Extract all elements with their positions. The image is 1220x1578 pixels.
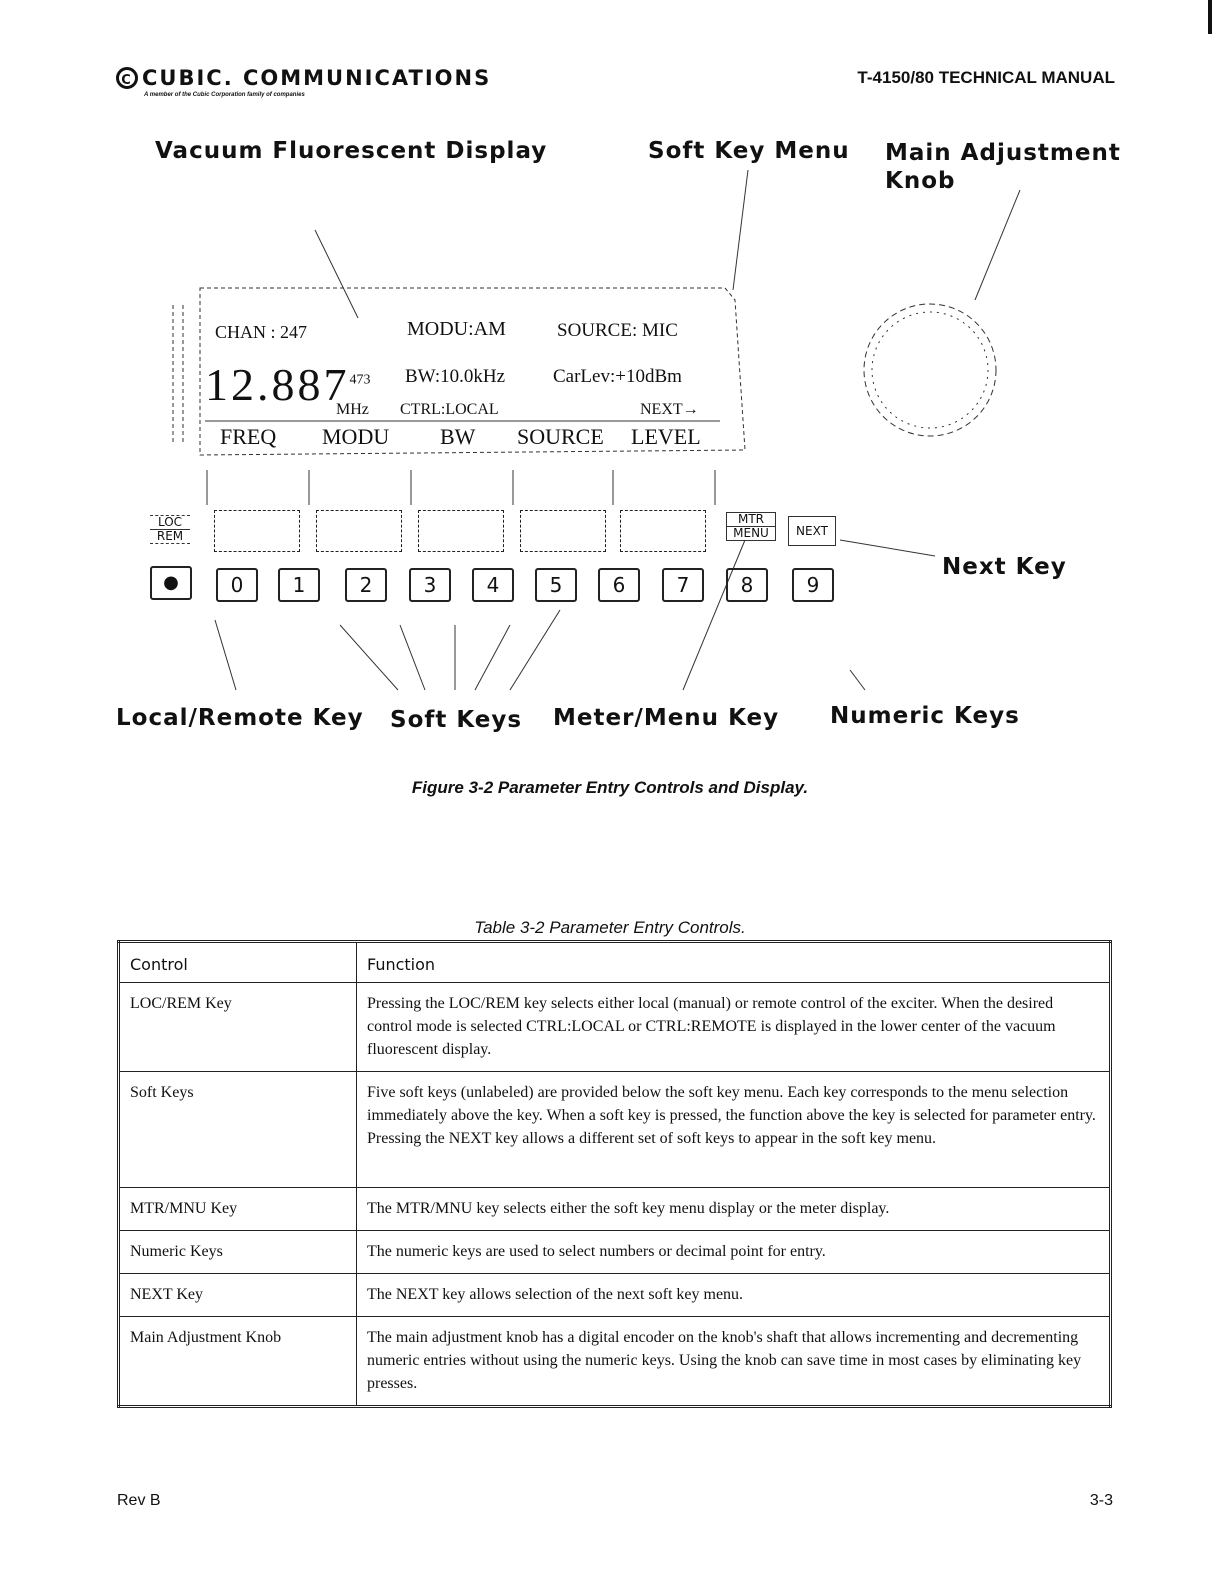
function-cell: Pressing the LOC/REM key selects either local (manual) or remote control of the exciter. When the desired control mode is selected CTRL:LOCAL or CTRL:REMOTE is displayed in the lower center of the vacuum fluorescent display. <box>357 983 1111 1072</box>
table-row <box>119 1317 1111 1407</box>
main-adjustment-knob[interactable] <box>864 304 996 436</box>
header-function: Function <box>357 942 1111 983</box>
control-cell: Soft Keys <box>119 1072 357 1188</box>
control-cell: MTR/MNU Key <box>119 1188 357 1231</box>
meter-menu-key[interactable] <box>726 512 776 541</box>
display-channel: CHAN : 247 <box>215 322 308 342</box>
table-header-row <box>119 942 1111 983</box>
numeric-key-2[interactable]: 2 <box>345 568 387 602</box>
display-carrier-level: CarLev:+10dBm <box>553 366 682 387</box>
next-key[interactable]: NEXT <box>788 516 836 546</box>
numeric-key-1[interactable]: 1 <box>278 568 320 602</box>
rem-label: REM <box>150 529 190 544</box>
document-title: T-4150/80 TECHNICAL MANUAL <box>857 68 1115 87</box>
page-number: 3-3 <box>1089 1492 1113 1509</box>
header-control: Control <box>119 942 357 983</box>
soft-key-5[interactable] <box>620 510 706 552</box>
figure-caption: Figure 3-2 Parameter Entry Controls and Display. <box>411 778 809 797</box>
function-cell: The main adjustment knob has a digital encoder on the knob's shaft that allows incrementing and decrementing numeric entries without using the numeric keys. Using the knob can save time in most cases by eliminating key presses. <box>357 1317 1111 1407</box>
label-meter-menu-key: Meter/Menu Key <box>553 705 780 731</box>
function-cell: The numeric keys are used to select numbers or decimal point for entry. <box>357 1231 1111 1274</box>
numeric-key-9[interactable]: 9 <box>792 568 834 602</box>
numeric-key-5[interactable]: 5 <box>535 568 577 602</box>
parameter-entry-controls-table <box>117 940 1112 1408</box>
logo-text: CUBIC. COMMUNICATIONS <box>142 66 492 90</box>
soft-key-3[interactable] <box>418 510 504 552</box>
soft-key-4[interactable] <box>520 510 606 552</box>
mtr-label: MTR <box>737 512 765 526</box>
numeric-key-3[interactable]: 3 <box>409 568 451 602</box>
numeric-key-0[interactable]: 0 <box>216 568 258 602</box>
display-control-mode: CTRL:LOCAL <box>400 401 499 418</box>
menu-item-modu: MODU <box>322 424 390 449</box>
display-modulation: MODU:AM <box>407 318 506 340</box>
table-row <box>119 1188 1111 1231</box>
function-cell: Five soft keys (unlabeled) are provided below the soft key menu. Each key corresponds to the menu selection immediately above the key. When a soft key is pressed, the function above the key is selected for parameter entry. Pressing the NEXT key allows a different set of soft keys to appear in the soft key menu. <box>357 1072 1111 1188</box>
function-cell: The MTR/MNU key selects either the soft key menu display or the meter display. <box>357 1188 1111 1231</box>
display-frequency-main: 12.887 <box>205 359 350 410</box>
control-cell: Numeric Keys <box>119 1231 357 1274</box>
function-cell: The NEXT key allows selection of the next soft key menu. <box>357 1274 1111 1317</box>
table-row <box>119 1274 1111 1317</box>
label-main-adjustment-knob-line1: Main Adjustment <box>885 140 1121 166</box>
menu-item-level: LEVEL <box>631 424 701 449</box>
control-cell: Main Adjustment Knob <box>119 1317 357 1407</box>
numeric-key-6[interactable]: 6 <box>598 568 640 602</box>
control-cell: NEXT Key <box>119 1274 357 1317</box>
display-source: SOURCE: MIC <box>557 320 678 341</box>
numeric-key-8[interactable]: 8 <box>726 568 768 602</box>
menu-item-source: SOURCE <box>517 424 604 449</box>
label-soft-keys: Soft Keys <box>390 707 523 733</box>
soft-key-1[interactable] <box>214 510 300 552</box>
menu-item-freq: FREQ <box>220 424 277 449</box>
label-soft-key-menu: Soft Key Menu <box>648 138 850 164</box>
display-mhz-unit: MHz <box>336 401 369 418</box>
table-caption: Table 3-2 Parameter Entry Controls. <box>474 918 746 937</box>
loc-label: LOC <box>150 515 190 529</box>
display-next-indicator: NEXT→ <box>640 401 699 418</box>
table-row <box>119 1072 1111 1188</box>
display-bandwidth: BW:10.0kHz <box>405 366 506 387</box>
table-row <box>119 1231 1111 1274</box>
label-numeric-keys: Numeric Keys <box>830 703 1020 729</box>
label-local-remote-key: Local/Remote Key <box>116 705 364 731</box>
logo-tagline: A member of the Cubic Corporation family of companies <box>144 92 305 98</box>
menu-item-bw: BW <box>440 424 476 449</box>
decimal-point-key[interactable]: ● <box>150 566 192 600</box>
revision-label: Rev B <box>117 1492 161 1509</box>
menu-label: MENU <box>727 526 775 540</box>
display-frequency-fine: 473 <box>349 372 371 388</box>
numeric-key-4[interactable]: 4 <box>472 568 514 602</box>
label-next-key: Next Key <box>942 554 1067 580</box>
label-vacuum-fluorescent-display: Vacuum Fluorescent Display <box>155 138 548 164</box>
numeric-key-7[interactable]: 7 <box>662 568 704 602</box>
label-main-adjustment-knob-line2: Knob <box>885 168 956 194</box>
table-row <box>119 983 1111 1072</box>
soft-key-2[interactable] <box>316 510 402 552</box>
control-cell: LOC/REM Key <box>119 983 357 1072</box>
logo-emblem-icon: C <box>116 67 138 89</box>
loc-rem-key[interactable] <box>150 515 190 544</box>
